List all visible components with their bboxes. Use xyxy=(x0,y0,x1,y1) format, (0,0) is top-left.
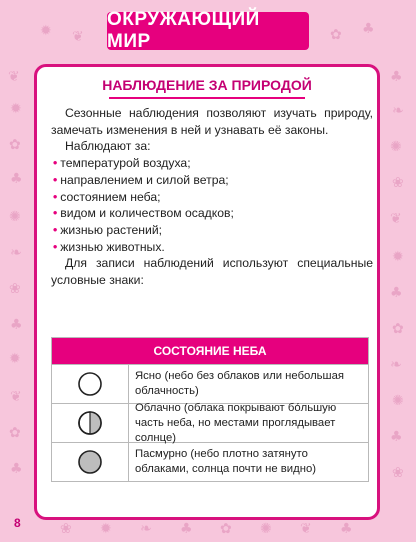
leaf-icon: ❦ xyxy=(10,389,22,405)
leaf-icon: ❧ xyxy=(10,245,22,261)
intro-paragraph: Сезонные наблюдения позволяют изучать природу, замечать изменения в ней и узнавать её законы. xyxy=(51,106,373,137)
leaf-icon: ❦ xyxy=(8,69,20,85)
sun-icon: ✹ xyxy=(9,351,21,367)
bullet-icon: • xyxy=(53,189,58,204)
bullet-icon: • xyxy=(53,172,58,187)
section-title-underline xyxy=(109,97,305,99)
leaf-icon: ❧ xyxy=(392,103,404,119)
tree-icon: ♣ xyxy=(390,285,403,301)
header xyxy=(0,0,416,58)
sun-icon: ✹ xyxy=(100,521,112,537)
table-header xyxy=(52,338,368,364)
description-cell: Пасмурно (небо плотно затянуто облаками, солнца почти не видно) xyxy=(135,448,316,475)
leaf-icon: ❧ xyxy=(140,521,152,537)
title-banner xyxy=(107,9,309,52)
table-row xyxy=(52,364,368,403)
description-cell: Облачно (облака покрывают бо́льшую часть неба, но местами проглядывает солнце) xyxy=(135,401,337,444)
table-body xyxy=(52,364,368,481)
flower-icon: ❀ xyxy=(9,281,21,297)
list-item: • направлением и силой ветра; xyxy=(53,172,229,187)
overcast-sky-icon xyxy=(77,449,103,475)
bullet-icon: • xyxy=(53,156,58,171)
sky-state-table xyxy=(51,337,369,482)
section-title: НАБЛЮДЕНИЕ ЗА ПРИРОДОЙ xyxy=(102,77,312,93)
table-header-label: СОСТОЯНИЕ НЕБА xyxy=(153,344,267,358)
tree-icon: ♣ xyxy=(362,21,375,37)
tree-icon: ♣ xyxy=(340,521,353,537)
sun-icon: ✺ xyxy=(390,139,402,155)
cloudy-sky-icon xyxy=(77,410,103,436)
observe-lead: Наблюдают за: xyxy=(65,139,151,154)
icon-cell xyxy=(52,443,129,481)
flower-icon: ❀ xyxy=(392,465,404,481)
list-item: • жизнью животных. xyxy=(53,239,165,254)
tree-icon: ♣ xyxy=(390,69,403,85)
clear-sky-icon xyxy=(77,371,103,397)
list-item: • видом и количеством осадков; xyxy=(53,206,234,221)
list-item: • жизнью растений; xyxy=(53,222,163,237)
sun-icon: ✺ xyxy=(392,393,404,409)
flower-icon: ✿ xyxy=(392,321,404,337)
description-cell: Ясно (небо без облаков или небольшая облачность) xyxy=(135,370,345,397)
leaf-icon: ❦ xyxy=(390,211,402,227)
sun-icon: ✺ xyxy=(9,209,21,225)
list-item: • температурой воздуха; xyxy=(53,156,191,171)
outro-paragraph: Для записи наблюдений используют специальные условные знаки: xyxy=(51,256,373,288)
table-row xyxy=(52,403,368,442)
tree-icon: ♣ xyxy=(180,521,193,537)
tree-icon: ♣ xyxy=(10,461,23,477)
tree-icon: ♣ xyxy=(10,317,23,333)
bullet-icon: • xyxy=(53,239,58,254)
page-number: 8 xyxy=(14,516,21,530)
flower-icon: ✿ xyxy=(220,521,232,537)
tree-icon: ♣ xyxy=(10,171,23,187)
sun-icon: ✹ xyxy=(40,23,52,39)
list-item: • состоянием неба; xyxy=(53,189,161,204)
icon-cell xyxy=(52,365,129,403)
leaf-icon: ❧ xyxy=(390,357,402,373)
flower-icon: ❀ xyxy=(60,521,72,537)
icon-cell xyxy=(52,404,129,442)
table-row xyxy=(52,442,368,481)
tree-icon: ♣ xyxy=(390,429,403,445)
page-title: ОКРУЖАЮЩИЙ МИР xyxy=(107,9,260,52)
observation-list xyxy=(51,155,373,255)
content-card xyxy=(34,64,380,520)
bullet-icon: • xyxy=(53,222,58,237)
sun-icon: ✺ xyxy=(260,521,272,537)
flower-icon: ✿ xyxy=(330,27,342,43)
flower-icon: ✿ xyxy=(9,137,21,153)
flower-icon: ❀ xyxy=(392,175,404,191)
sun-icon: ✹ xyxy=(392,249,404,265)
leaf-icon: ❦ xyxy=(72,29,84,45)
section-body xyxy=(51,105,373,289)
leaf-icon: ❦ xyxy=(300,521,312,537)
sun-icon: ✹ xyxy=(10,101,22,117)
flower-icon: ✿ xyxy=(9,425,21,441)
bullet-icon: • xyxy=(53,206,58,221)
